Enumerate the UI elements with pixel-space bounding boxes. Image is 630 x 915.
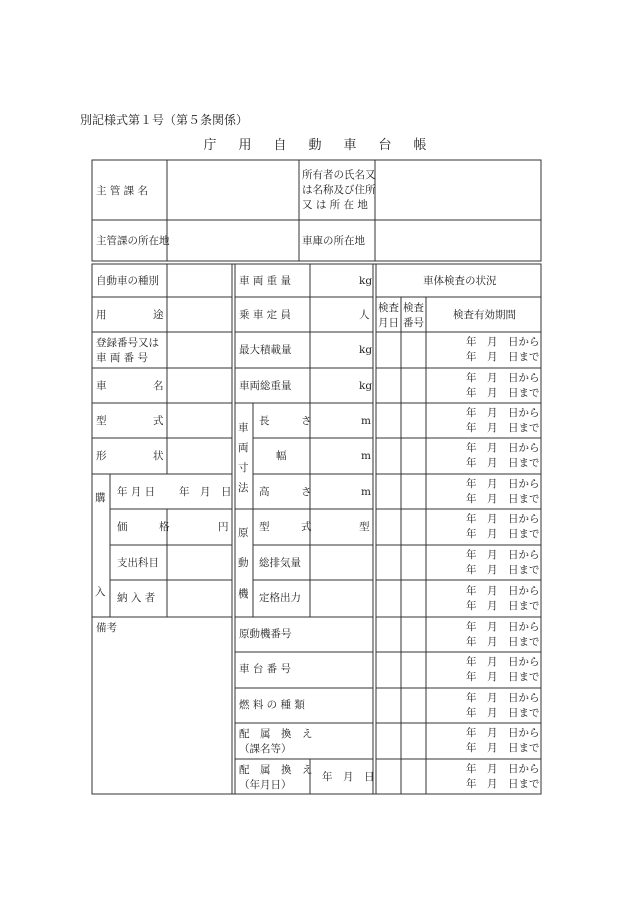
label-shape-1: 形 [96,450,107,462]
label-weight: 車 両 重 量 [239,275,292,287]
label-shukan-location: 主管課の所在地 [96,235,170,247]
label-reassign-3: 配 属 換 え [239,764,313,776]
inspection-col2-a: 検査 [403,302,424,314]
label-rated-output: 定格出力 [259,592,301,604]
period-from: 年 月 日から [466,549,540,561]
label-price: 価 格 [117,521,170,533]
period-to: 年 月 日まで [466,778,540,790]
label-name-2: 名 [153,380,164,392]
label-width: 幅 [276,450,287,462]
label-purchase-date: 年 月 日 [117,486,156,498]
label-capacity: 乗 車 定 員 [239,309,292,321]
value-purchase-date: 年 月 日 [179,486,232,498]
label-reassign-1: 配 属 換 え [239,728,313,740]
label-model-2: 式 [153,415,164,427]
page-title: 庁用自動車台帳 [203,138,449,153]
label-displacement: 総排気量 [259,557,301,569]
label-vehicle-type: 自動車の種別 [96,275,159,287]
inspection-col2-b: 番号 [403,317,424,329]
period-to: 年 月 日まで [466,564,540,576]
unit-model: 型 [359,521,370,533]
unit-person: 人 [359,309,370,321]
label-chassis-no: 車 台 番 号 [239,663,292,675]
label-dim-1: 車 [238,422,249,434]
unit-m-2: m [361,450,371,462]
label-reg-1: 登録番号又は [96,337,159,349]
form-number: 別記様式第１号（第５条関係） [80,113,249,127]
period-to: 年 月 日まで [466,351,540,363]
unit-m-3: m [361,486,371,498]
period-from: 年 月 日から [466,621,540,633]
label-owner-2: は名称及び住所 [302,184,376,196]
label-gross: 車両総重量 [239,380,292,392]
inspection-col1-a: 検査 [378,302,399,314]
label-engine-1: 原 [238,527,249,539]
label-dim-4: 法 [238,482,249,494]
label-purchase-2: 入 [95,586,106,598]
label-engine-3: 機 [238,588,249,600]
label-owner-1: 所有者の氏名又 [302,169,376,181]
label-dim-2: 両 [238,442,249,454]
label-shukan: 主 管 課 名 [96,185,149,197]
period-to: 年 月 日まで [466,671,540,683]
unit-yen: 円 [218,521,229,533]
label-length: 長 さ [259,415,312,427]
period-from: 年 月 日から [466,336,540,348]
period-to: 年 月 日まで [466,457,540,469]
label-remarks: 備考 [96,622,117,634]
label-name-1: 車 [96,380,107,392]
unit-kg-2: kg [359,344,373,356]
label-engine-no: 原動機番号 [239,628,292,640]
label-reassign-2: （課名等） [239,743,292,755]
period-to: 年 月 日まで [466,493,540,505]
label-use-2: 途 [153,309,164,321]
period-to: 年 月 日まで [466,387,540,399]
period-from: 年 月 日から [466,407,540,419]
period-to: 年 月 日まで [466,528,540,540]
period-from: 年 月 日から [466,585,540,597]
label-engine-2: 動 [238,557,249,569]
label-supplier: 納 入 者 [117,592,156,604]
period-from: 年 月 日から [466,372,540,384]
period-from: 年 月 日から [466,442,540,454]
label-max-load: 最大積載量 [239,344,292,356]
label-engine-model: 型 式 [259,521,312,533]
label-dim-3: 寸 [238,462,249,474]
unit-kg-3: kg [359,380,373,392]
period-from: 年 月 日から [466,656,540,668]
period-from: 年 月 日から [466,478,540,490]
inspection-title: 車体検査の状況 [423,275,497,287]
label-reassign-4: （年月日） [239,779,292,791]
label-reg-2: 車 両 番 号 [96,352,149,364]
unit-m-1: m [361,415,371,427]
period-to: 年 月 日まで [466,600,540,612]
period-from: 年 月 日から [466,727,540,739]
label-use-1: 用 [96,309,107,321]
label-expense: 支出科目 [117,557,159,569]
unit-kg-1: kg [359,275,373,287]
period-to: 年 月 日まで [466,742,540,754]
period-to: 年 月 日まで [466,707,540,719]
label-purchase-1: 購 [95,492,106,504]
value-reassign-date: 年 月 日 [322,771,375,783]
period-from: 年 月 日から [466,763,540,775]
label-model-1: 型 [96,415,107,427]
inspection-col3: 検査有効期間 [453,309,516,321]
label-fuel: 燃 料 の 種 類 [239,699,305,711]
period-to: 年 月 日まで [466,422,540,434]
label-owner-3: 又 は 所 在 地 [302,199,368,211]
period-from: 年 月 日から [466,692,540,704]
inspection-col1-b: 月日 [378,317,399,329]
period-from: 年 月 日から [466,513,540,525]
period-to: 年 月 日まで [466,636,540,648]
label-shape-2: 状 [153,450,164,462]
label-garage: 車庫の所在地 [302,235,365,247]
label-height: 高 さ [259,486,312,498]
